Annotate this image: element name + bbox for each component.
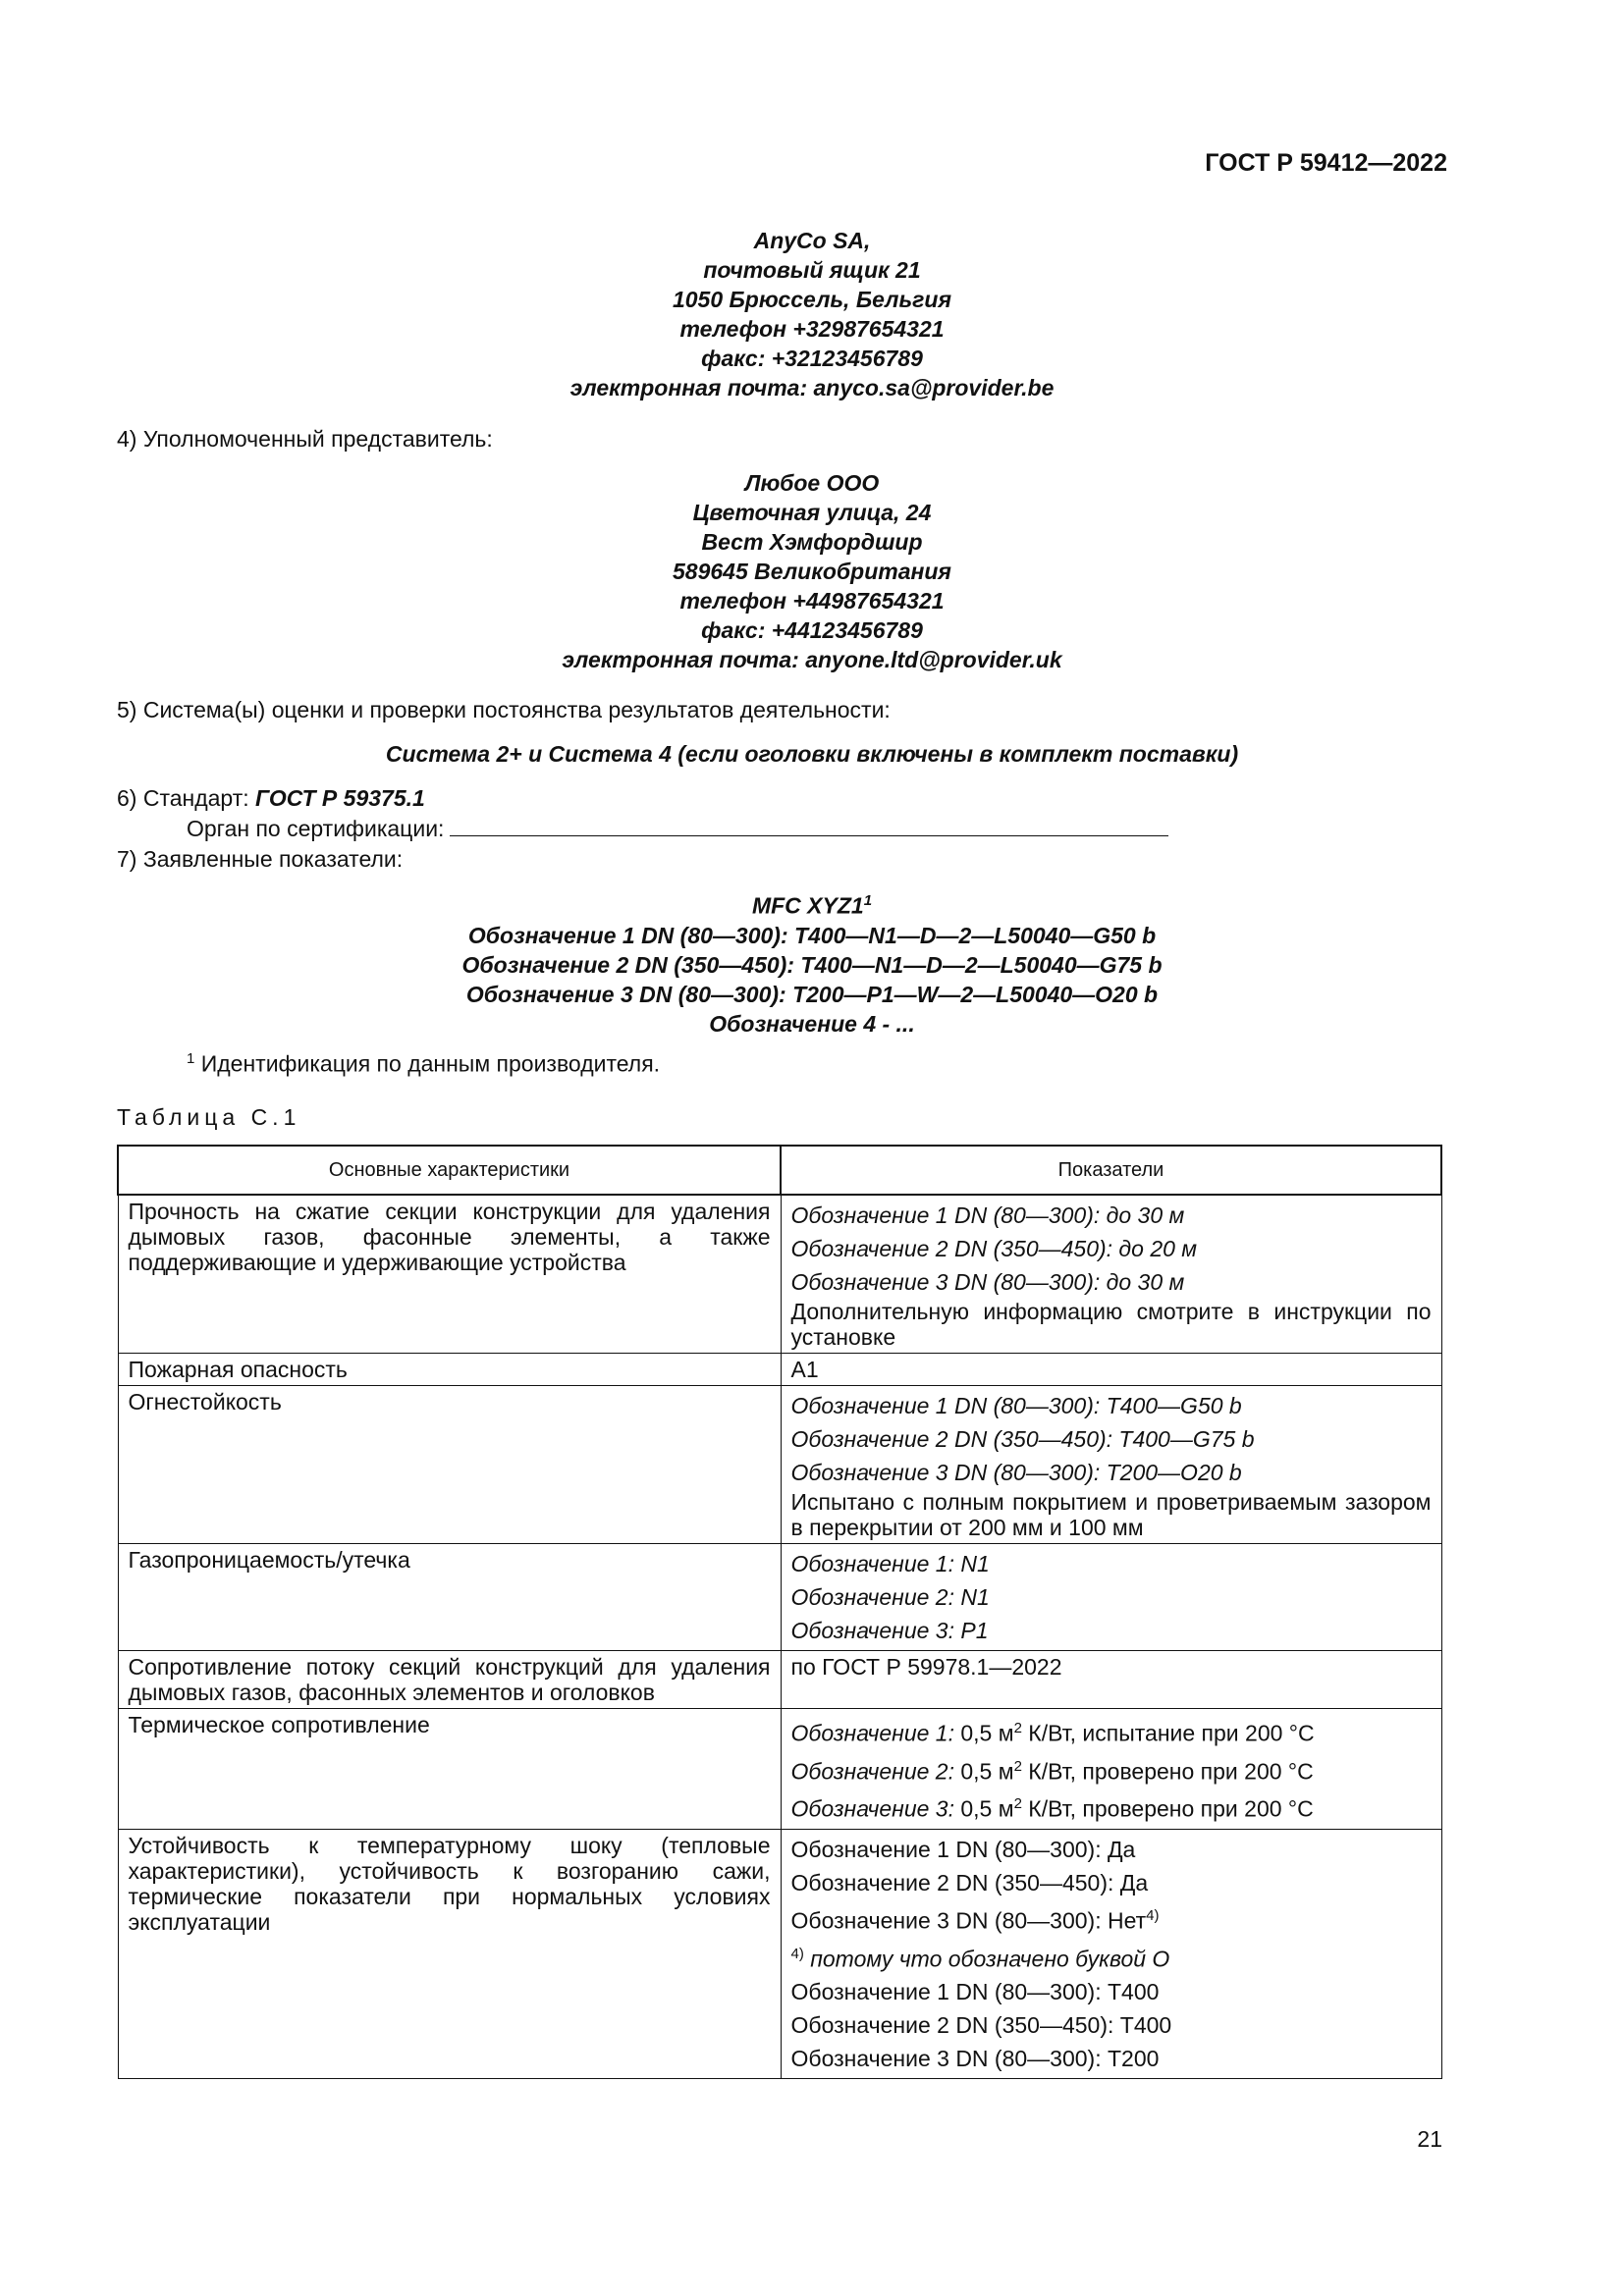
standard-reference: ГОСТ Р 59375.1 (255, 785, 425, 811)
column-header: Показатели (781, 1146, 1441, 1195)
page-number: 21 (1417, 2126, 1442, 2152)
address-line: факс: +44123456789 (701, 617, 923, 643)
value-cell: Обозначение 1: 0,5 $м^2$ К/Вт, испытание при 200 °С Обозначение 2: 0,5 $м^2$ К/Вт, проверено при 200 °С Обозначение 3: 0,5 $м^2$ К/Вт, проверено при 200 °С (781, 1709, 1441, 1830)
item-5-value: Система 2+ и Система 4 (если оголовки включены в комплект поставки) (385, 741, 1239, 767)
item-7-label: 7) Заявленные показатели: (117, 846, 404, 872)
manufacturer-address (0, 226, 1624, 402)
certification-body-label: Орган по сертификации: (187, 816, 445, 841)
footnote: $^1$ Идентификация по данным производителя. (187, 1050, 661, 1077)
characteristic-cell: Огнестойкость (118, 1386, 781, 1544)
characteristic-cell: Газопроницаемость/утечка (118, 1544, 781, 1651)
certification-body-blank (450, 814, 1168, 836)
declared-performance (0, 886, 1624, 1039)
table-row (118, 1386, 1441, 1544)
characteristics-table (117, 1145, 1442, 2079)
table-row (118, 1354, 1441, 1386)
address-line: Вест Хэмфордшир (701, 529, 923, 555)
table-row (118, 1651, 1441, 1709)
table-caption: Таблица С.1 (117, 1104, 301, 1130)
designation-line: Обозначение 3 DN (80—300): Т200—P1—W—2—L50040—O20 b (465, 981, 1159, 1007)
address-line: факс: +32123456789 (701, 346, 923, 371)
characteristic-cell: Термическое сопротивление (118, 1709, 781, 1830)
column-header: Основные характеристики (118, 1146, 781, 1195)
table-row (118, 1544, 1441, 1651)
table-row (118, 1195, 1441, 1354)
value-cell: А1 (781, 1354, 1441, 1386)
designation-line: Обозначение 2 DN (350—450): Т400—N1—D—2—L50040—G75 b (461, 951, 1163, 978)
address-line: телефон +44987654321 (679, 588, 945, 614)
value-cell: Обозначение 1 DN (80—300): Да Обозначение 2 DN (350—450): Да Обозначение 3 DN (80—300): Нет$^{4)}$ $^{4)}$ потому что обозначено буквой О Обозначение 1 DN (80—300): Т400 Обозначение 2 DN (350—450): Т400 Обозначение 3 DN (80—300): Т200 (781, 1829, 1441, 2078)
address-line: AnyCo SA, (753, 228, 871, 253)
table-header-row (118, 1146, 1441, 1195)
value-cell: Обозначение 1 DN (80—300): Т400—G50 b Обозначение 2 DN (350—450): Т400—G75 b Обозначение 3 DN (80—300): Т200—O20 b Испытано с полным покрытием и проветриваемым зазором в перекрытии от 200 мм и 100 мм (781, 1386, 1441, 1544)
characteristic-cell: Устойчивость к температурному шоку (тепловые характеристики), устойчивость к возгоранию сажи, термические показатели при нормальных условиях эксплуатации (118, 1829, 781, 2078)
item-5-label: 5) Система(ы) оценки и проверки постоянства результатов деятельности: (117, 697, 891, 722)
document-code: ГОСТ Р 59412—2022 (1205, 149, 1447, 177)
characteristic-cell: Прочность на сжатие секции конструкции для удаления дымовых газов, фасонные элементы, а также поддерживающие и удерживающие устройства (118, 1195, 781, 1354)
value-cell: Обозначение 1: N1 Обозначение 2: N1 Обозначение 3: P1 (781, 1544, 1441, 1651)
address-line: электронная почта: anyco.sa@provider.be (569, 375, 1055, 400)
value-cell: Обозначение 1 DN (80—300): до 30 м Обозначение 2 DN (350—450): до 20 м Обозначение 3 DN (80—300): до 30 м Дополнительную информацию смотрите в инструкции по установке (781, 1195, 1441, 1354)
designation-line: Обозначение 1 DN (80—300): Т400—N1—D—2—L50040—G50 b (467, 922, 1157, 948)
item-6-label: 6) Стандарт: (117, 785, 256, 811)
designation-line: Обозначение 4 - ... (709, 1010, 915, 1037)
address-line: 589645 Великобритания (673, 559, 951, 584)
address-line: электронная почта: anyone.ltd@provider.uk (562, 647, 1062, 672)
address-line: почтовый ящик 21 (703, 257, 921, 283)
characteristic-cell: Пожарная опасность (118, 1354, 781, 1386)
table-row (118, 1829, 1441, 2078)
item-4-label: 4) Уполномоченный представитель: (117, 426, 493, 452)
address-line: Любое ООО (744, 470, 880, 496)
product-name: MFC $XYZ1^1$ (751, 892, 873, 919)
characteristic-cell: Сопротивление потоку секций конструкций для удаления дымовых газов, фасонных элементов и оголовков (118, 1651, 781, 1709)
item-6 (117, 783, 425, 813)
address-line: 1050 Брюссель, Бельгия (672, 287, 952, 312)
certification-body (187, 814, 1168, 843)
address-line: телефон +32987654321 (679, 316, 945, 342)
value-cell: по ГОСТ Р 59978.1—2022 (781, 1651, 1441, 1709)
representative-address (0, 468, 1624, 674)
table-row (118, 1709, 1441, 1830)
address-line: Цветочная улица, 24 (692, 500, 932, 525)
